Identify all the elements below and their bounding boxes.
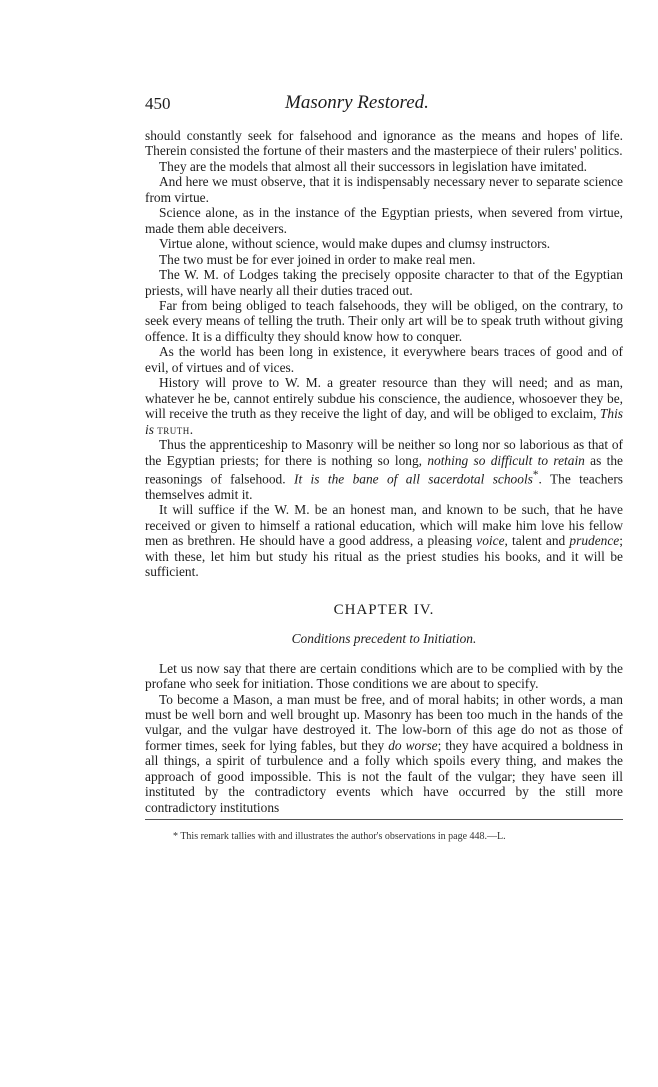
paragraph: Far from being obliged to teach falsehoods, they will be obliged, on the contrary, to seek every means of telling the truth. Their only art will be to speak truth without giving offence. It is a difficulty they should know how to conquer. bbox=[145, 297, 623, 344]
body-text-chapter bbox=[145, 661, 623, 816]
footnote bbox=[145, 830, 623, 843]
footnote-marker-bottom: * bbox=[173, 831, 178, 843]
paragraph-mason bbox=[145, 692, 623, 816]
footnote-text: This remark tallies with and illustrates the author's observations in page 448.—L. bbox=[180, 831, 506, 843]
apprenticeship-italic-a: nothing so difficult to retain bbox=[427, 452, 585, 468]
body-text bbox=[145, 128, 623, 580]
mason-text-b: ; they have acquired a boldness in all things, a spirit of turbulence and a folly which spoils every thing, and makes the approach of good impossible. This is not the fault of the vulgar; they have seen ill instituted by the contradictory events which have occurred by the still more contradictory institutions bbox=[145, 737, 623, 815]
paragraph: They are the models that almost all their successors in legislation have imitated. bbox=[159, 158, 588, 174]
paragraph: As the world has been long in existence, it everywhere bears traces of good and of evil, of virtues and of vices. bbox=[145, 344, 623, 375]
book-page bbox=[145, 94, 623, 843]
suffice-text-c: ; with these, let him but study his ritual as the priest studies his books, and it will be sufficient. bbox=[145, 533, 623, 580]
mason-text-a: To become a Mason, a man must be free, and of moral habits; in other words, a man must be well born and well brought up. Masonry has been too much in the hands of the vulgar, and the vulgar have destroyed it. The low-born of this age do not as those of former times, seek for lying fables, but they bbox=[145, 691, 623, 753]
apprenticeship-text-b: as the reasonings of falsehood. bbox=[145, 452, 623, 487]
paragraph-apprenticeship bbox=[145, 437, 623, 502]
paragraph: The two must be for ever joined in order to make real men. bbox=[159, 251, 476, 267]
apprenticeship-text-a: Thus the apprenticeship to Masonry will be neither so long nor so laborious as that of the Egyptian priests; for there is nothing so long, bbox=[145, 437, 623, 468]
paragraph-suffice bbox=[145, 502, 623, 579]
paragraph: should constantly seek for falsehood and ignorance as the means and hopes of life. Therein consisted the fortune of their masters and the masterpiece of their rulers' politics. bbox=[145, 128, 623, 159]
mason-italic-a: do worse bbox=[388, 737, 438, 753]
history-text: History will prove to W. M. a greater resource than they will need; and as man, whatever he be, cannot entirely subdue his conscience, the audience, whosoever they be, will receive the truth as they receive the light of day, and will be obliged to exclaim, bbox=[145, 375, 623, 422]
page-header bbox=[145, 94, 623, 128]
suffice-text-a: It will suffice if the W. M. be an honest man, and known to be such, that he have received or given to himself a rational education, which will make him love his fellow men as brethren. He should have a good address, a pleasing bbox=[145, 502, 623, 549]
apprenticeship-text-c: . The teachers themselves admit it. bbox=[145, 471, 624, 502]
suffice-italic-a: voice bbox=[476, 533, 505, 549]
paragraph-history bbox=[145, 375, 623, 437]
suffice-italic-b: prudence bbox=[569, 533, 620, 549]
exclaim-italic: This is bbox=[145, 406, 623, 437]
chapter-title: CHAPTER IV. bbox=[333, 601, 435, 618]
suffice-text-b: , talent and bbox=[504, 533, 566, 549]
paragraph: Let us now say that there are certain conditions which are to be complied with by the profane who seek for initiation. Those conditions we are about to specify. bbox=[145, 660, 623, 692]
footnote-marker: * bbox=[532, 468, 539, 481]
paragraph: Virtue alone, without science, would make dupes and clumsy instructors. bbox=[159, 236, 551, 252]
running-title: Masonry Restored. bbox=[285, 92, 429, 113]
paragraph: And here we must observe, that it is indispensably necessary never to separate science from virtue. bbox=[145, 174, 623, 205]
paragraph: Science alone, as in the instance of the Egyptian priests, when severed from virtue, made them able deceivers. bbox=[145, 205, 623, 236]
chapter-subtitle: Conditions precedent to Initiation. bbox=[291, 630, 477, 646]
page-number: 450 bbox=[145, 94, 171, 113]
paragraph: The W. M. of Lodges taking the precisely opposite character to that of the Egyptian priests, will have nearly all their duties traced out. bbox=[145, 267, 623, 298]
footnote-rule bbox=[145, 819, 623, 820]
exclaim-caps: truth. bbox=[157, 421, 194, 437]
apprenticeship-italic-b: It is the bane of all sacerdotal schools bbox=[293, 471, 533, 487]
